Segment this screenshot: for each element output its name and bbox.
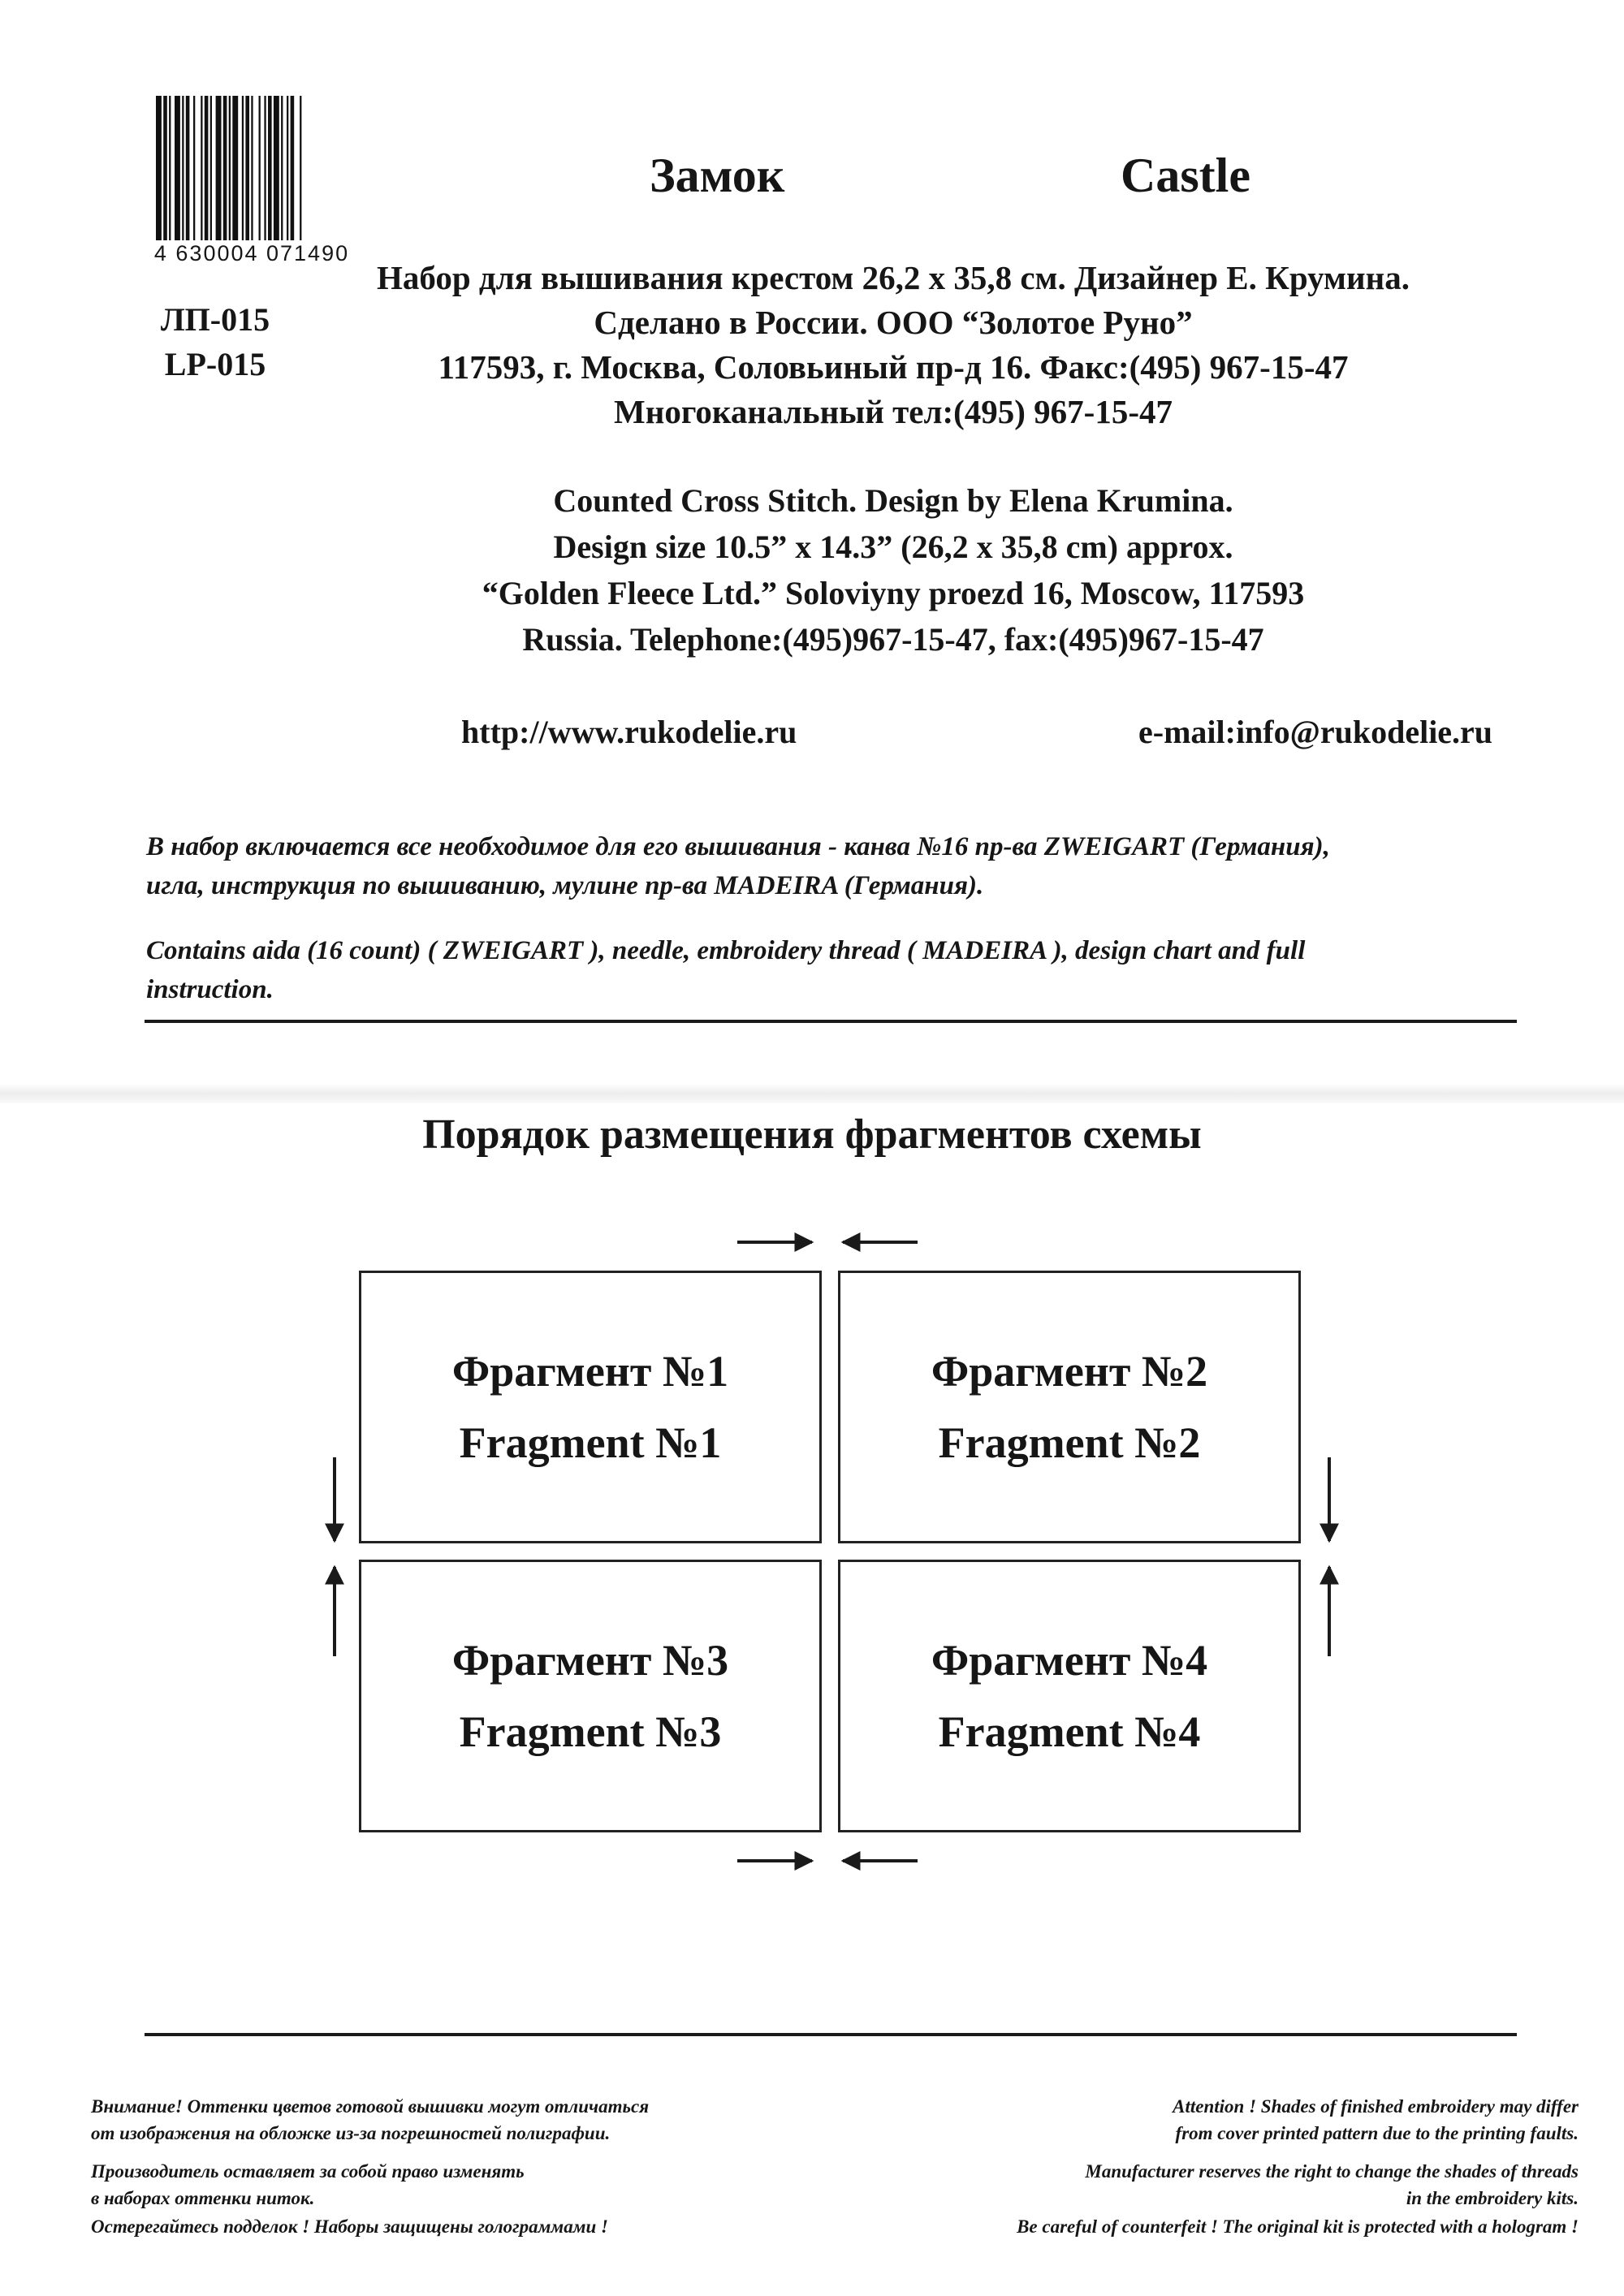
fragment-1-label-en: Fragment №1: [459, 1418, 722, 1467]
fragment-3-label-ru: Фрагмент №3: [451, 1636, 729, 1685]
footer-en-line-3: Manufacturer reserves the right to change the shades of threads: [1085, 2161, 1579, 2182]
fragment-4-label-en: Fragment №4: [938, 1707, 1201, 1756]
title-en: Castle: [1121, 149, 1250, 202]
title-ru: Замок: [650, 149, 785, 202]
fragment-2-label-ru: Фрагмент №2: [931, 1347, 1208, 1396]
footer-ru-line-5: Остерегайтесь подделок ! Наборы защищены голограммами !: [91, 2216, 608, 2237]
contents-en-line-2: instruction.: [146, 975, 274, 1004]
article-number-ru: ЛП-015: [160, 301, 270, 338]
footer-ru-line-1: Внимание! Оттенки цветов готовой вышивки могут отличаться: [91, 2096, 650, 2117]
contents-ru-line-2: игла, инструкция по вышиванию, мулине пр-ва MADEIRA (Германия).: [146, 871, 984, 900]
footer-ru-line-4: в наборах оттенки ниток.: [91, 2188, 315, 2208]
footer-en-line-2: from cover printed pattern due to the printing faults.: [1175, 2123, 1579, 2143]
fragment-1-label-ru: Фрагмент №1: [451, 1347, 729, 1396]
info-ru-line-4: Многоканальный тел:(495) 967-15-47: [614, 393, 1173, 430]
website-link[interactable]: http://www.rukodelie.ru: [461, 714, 797, 750]
section-title: Порядок размещения фрагментов схемы: [422, 1111, 1202, 1158]
info-en-line-1: Counted Cross Stitch. Design by Elena Krumina.: [553, 482, 1233, 519]
info-ru-line-1: Набор для вышивания крестом 26,2 x 35,8 см. Дизайнер Е. Крумина.: [376, 259, 1410, 296]
info-ru-line-3: 117593, г. Москва, Соловьиный пр-д 16. Факс:(495) 967-15-47: [438, 348, 1349, 386]
fragment-3-label-en: Fragment №3: [459, 1707, 722, 1756]
footer-en-line-1: Attention ! Shades of finished embroidery may differ: [1173, 2096, 1579, 2117]
fragment-2-label-en: Fragment №2: [938, 1418, 1201, 1467]
divider-bottom: [145, 2033, 1517, 2036]
footer-en-line-5: Be careful of counterfeit ! The original kit is protected with a hologram !: [1017, 2216, 1579, 2237]
info-en-line-4: Russia. Telephone:(495)967-15-47, fax:(495)967-15-47: [522, 621, 1264, 658]
contents-en-line-1: Contains aida (16 count) ( ZWEIGART ), needle, embroidery thread ( MADEIRA ), design chart and full: [146, 936, 1306, 965]
barcode-number: 4 630004 071490: [130, 240, 374, 266]
contents-ru-line-1: В набор включается все необходимое для его вышивания - канва №16 пр-ва ZWEIGART (Германия),: [146, 832, 1330, 861]
info-en-line-3: “Golden Fleece Ltd.” Soloviyny proezd 16, Moscow, 117593: [482, 575, 1305, 611]
footer-ru-line-2: от изображения на обложке из-за погрешностей полиграфии.: [91, 2123, 611, 2143]
email-link[interactable]: e-mail:info@rukodelie.ru: [1138, 714, 1493, 750]
fragment-4-label-ru: Фрагмент №4: [931, 1636, 1208, 1685]
info-ru-line-2: Сделано в России. ООО “Золотое Руно”: [594, 304, 1193, 341]
article-number-en: LP-015: [164, 346, 266, 382]
footer-ru-line-3: Производитель оставляет за собой право изменять: [91, 2161, 525, 2182]
info-en-line-2: Design size 10.5” x 14.3” (26,2 x 35,8 cm) approx.: [553, 529, 1233, 565]
footer-en-line-4: in the embroidery kits.: [1406, 2188, 1579, 2208]
